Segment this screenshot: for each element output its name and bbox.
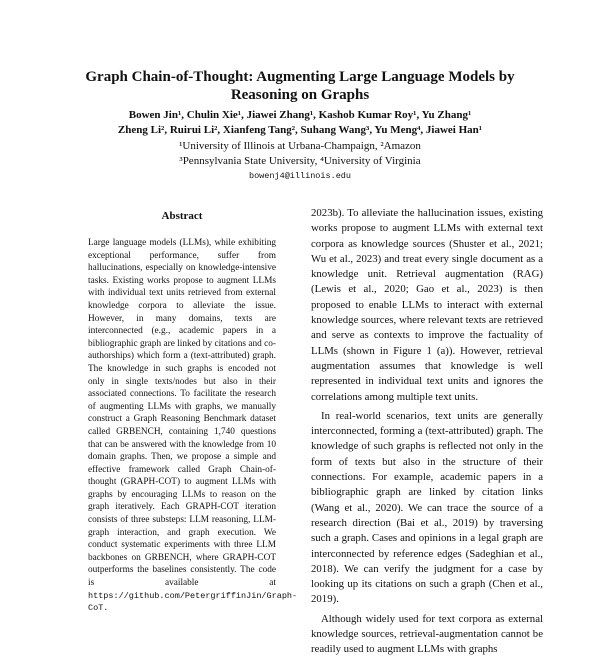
abstract-text: Large language models (LLMs), while exhibiting exceptional performance, suffer from hallucinations, especially on knowledge-intensive tasks. Existing works propose to augment LLMs with individual text units retrieved from external knowledge corpora to alleviate the issue. However, in many domains, texts are interconnected (e.g., academic papers in a bibliographic graph are linked by citations and co-authorships) which form a (text-attributed) graph. The knowledge in such graphs is encoded not only in single texts/nodes but also in their associated connections. To facilitate the research of augmenting LLMs with graphs, we manually construct a Graph Reasoning Benchmark dataset called GRBENCH, containing 1,740 questions that can be answered with the knowledge from 10 domain graphs. Then, we propose a simple and effective framework called Graph Chain-of-thought (GRAPH-COT) to augment LLMs with graphs by encouraging LLMs to reason on the graph iteratively. Each GRAPH-COT iteration consists of three substeps: LLM reasoning, LLM-graph interaction, and graph execution. We conduct systematic experiments with three LLM backbones on GRBENCH, where GRAPH-COT outperforms the baselines consistently. The code is available at bbox=[88, 238, 276, 589]
affiliations bbox=[40, 139, 560, 169]
body-paragraph-3: Although widely used for text corpora as external knowledge sources, retrieval-augmentation cannot be readily used to augment LLMs with graphs bbox=[311, 612, 543, 656]
author-list bbox=[40, 108, 560, 138]
authors-line-1: Bowen Jin¹, Chulin Xie¹, Jiawei Zhang¹, Kashob Kumar Roy¹, Yu Zhang¹ bbox=[128, 109, 472, 121]
affiliation-line-1: ¹University of Illinois at Urbana-Champaign, ²Amazon bbox=[179, 140, 421, 152]
body-column-right bbox=[311, 206, 543, 658]
affiliation-line-2: ³Pennsylvania State University, ⁴University of Virginia bbox=[179, 155, 421, 167]
body-paragraph-1: 2023b). To alleviate the hallucination issues, existing works propose to augment LLMs with external text corpora as knowledge sources (Shuster et al., 2021; Wu et al., 2023) and treat every single document as a knowledge unit. Retrieval augmentation (RAG) (Lewis et al., 2020; Gao et al., 2023) is then proposed to enable LLMs to interact with external knowledge sources, where relevant texts are retrieved and serve as contexts to improve the factuality of LLMs (shown in Figure 1 (a)). However, retrieval augmentation assumes that knowledge is well represented in individual text units and ignores the correlations among multiple text units. bbox=[311, 207, 543, 403]
authors-line-2: Zheng Li², Ruirui Li², Xianfeng Tang², Suhang Wang³, Yu Meng⁴, Jiawei Han¹ bbox=[117, 124, 483, 136]
paper-title: Graph Chain-of-Thought: Augmenting Large Language Models by Reasoning on Graphs bbox=[85, 69, 515, 103]
abstract-heading: Abstract bbox=[161, 210, 203, 222]
contact-email: bowenj4@illinois.edu bbox=[248, 171, 352, 181]
abstract-body bbox=[88, 237, 298, 615]
body-paragraph-2: In real-world scenarios, text units are generally interconnected, forming a (text-attributed) graph. The knowledge of such graphs is reflected not only in the form of texts but also in the structure of their connections. For example, academic papers in a bibliographic graph are linked by citation links (Wang et al., 2020). We can trace the source of a research direction (Bai et al., 2019) by traversing such a graph. Cases and opinions in a legal graph are interconnected by reference edges (Sadeghian et al., 2018). We can verify the judgment for a case by looking up its citations on such a graph (Chen et al., 2019). bbox=[311, 409, 543, 606]
code-link[interactable]: https://github.com/PetergriffinJin/Graph-CoT. bbox=[88, 590, 298, 614]
